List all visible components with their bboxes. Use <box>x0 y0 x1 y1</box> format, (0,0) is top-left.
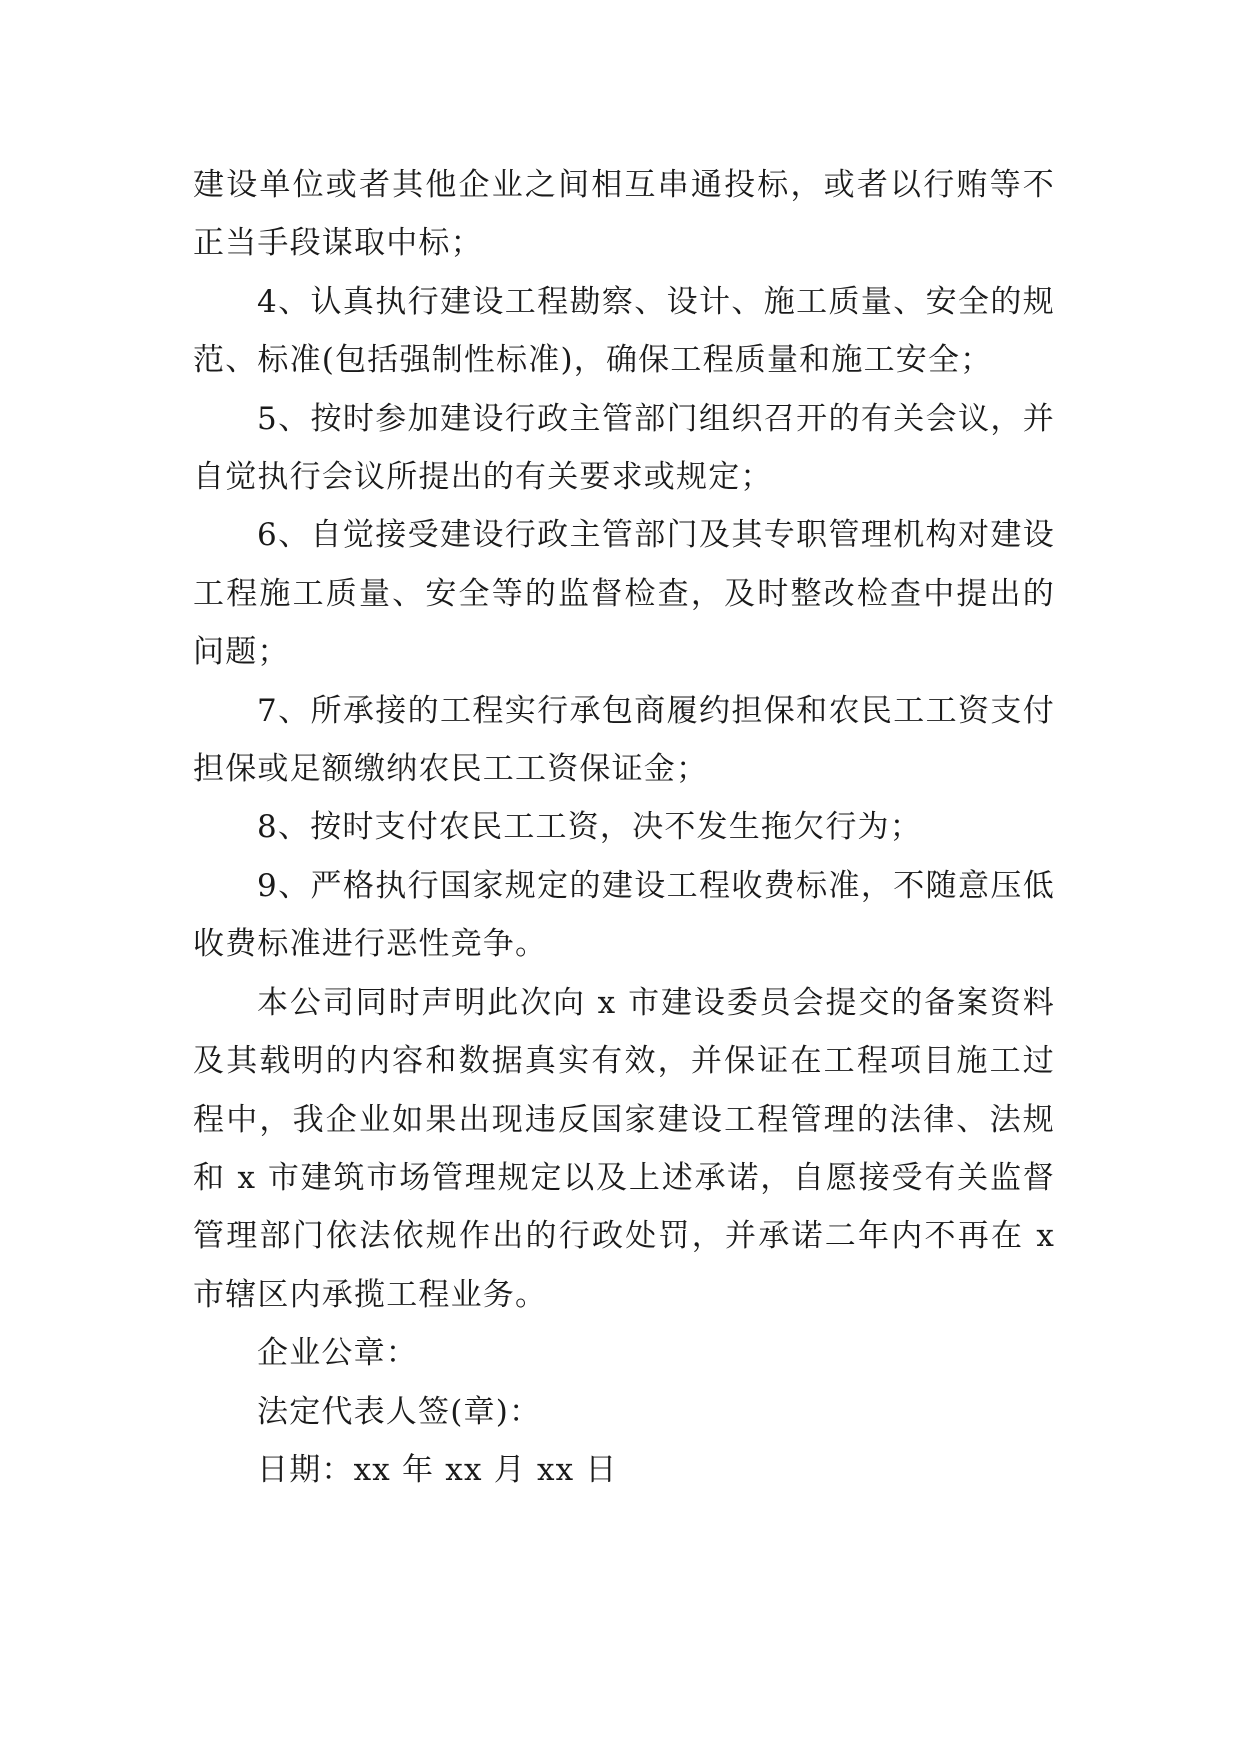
paragraph-declaration: 本公司同时声明此次向 x 市建设委员会提交的备案资料及其载明的内容和数据真实有效，并保证在工程项目施工过程中，我企业如果出现违反国家建设工程管理的法律、法规和 x 市建筑市场管理规定以及上述承诺，自愿接受有关监督管理部门依法依规作出的行政处罚，并承诺二年内不再在 x 市辖区内承揽工程业务。 <box>193 984 1055 1313</box>
paragraph-item-9: 9、严格执行国家规定的建设工程收费标准，不随意压低收费标准进行恶性竞争。 <box>193 867 1055 963</box>
paragraph-item-8: 8、按时支付农民工工资，决不发生拖欠行为； <box>257 809 922 846</box>
document-body <box>193 156 1055 1499</box>
paragraph-item-5: 5、按时参加建设行政主管部门组织召开的有关会议，并自觉执行会议所提出的有关要求或规定； <box>193 400 1055 496</box>
paragraph-item-6: 6、自觉接受建设行政主管部门及其专职管理机构对建设工程施工质量、安全等的监督检查，及时整改检查中提出的问题； <box>193 517 1055 671</box>
legal-representative-label: 法定代表人签(章)： <box>257 1393 542 1430</box>
paragraph-continuation: 建设单位或者其他企业之间相互串通投标，或者以行贿等不正当手段谋取中标； <box>193 167 1055 262</box>
date-label: 日期：xx 年 xx 月 xx 日 <box>257 1451 618 1488</box>
company-seal-label: 企业公章： <box>257 1335 418 1372</box>
paragraph-item-4: 4、认真执行建设工程勘察、设计、施工质量、安全的规范、标准(包括强制性标准)，确保工程质量和施工安全； <box>193 283 1055 379</box>
paragraph-item-7: 7、所承接的工程实行承包商履约担保和农民工工资支付担保或足额缴纳农民工工资保证金； <box>193 692 1055 788</box>
